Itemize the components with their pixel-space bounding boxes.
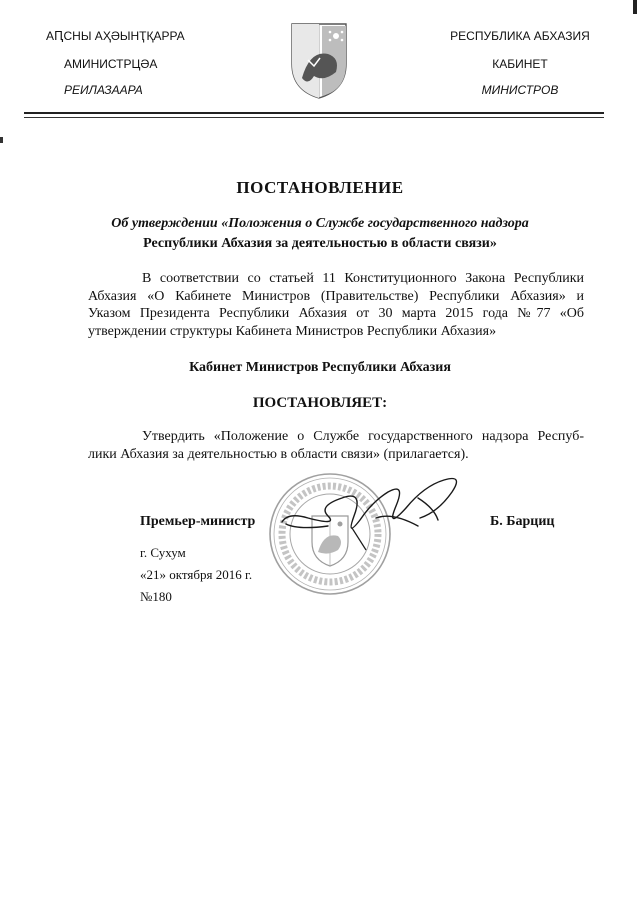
header-rule-thin bbox=[24, 117, 604, 118]
subject-italic-part: Об утверждении bbox=[111, 216, 218, 231]
date: «21» октября 2016 г. bbox=[140, 567, 253, 582]
resolution-line-2: лики Абхазия за деятельностью в области связи» (прилагается). bbox=[88, 446, 469, 462]
header-right-line-3: МИНИСТРОВ bbox=[481, 83, 559, 97]
document-title: ПОСТАНОВЛЕНИЕ bbox=[236, 178, 404, 197]
resolution-paragraph bbox=[88, 428, 584, 463]
header-left-line-3: РЕИЛАЗААРА bbox=[64, 83, 143, 97]
resolution-line-1: Утвердить «Положение о Службе государственного надзора Респуб- bbox=[142, 429, 584, 444]
header-right-line-2: КАБИНЕТ bbox=[492, 57, 548, 71]
signer-position: Премьер-министр bbox=[140, 514, 256, 529]
preamble-line-1: В соответствии со статьей 11 Конституционного Закона Республики bbox=[142, 271, 584, 286]
header-left-line-2: АМИНИСТРЦӘА bbox=[64, 57, 158, 71]
subject-line-2: Республики Абхазия за деятельностью в области связи» bbox=[143, 236, 497, 251]
place: г. Сухум bbox=[140, 545, 186, 560]
preamble-line-3: Указом Президента Республики Абхазия от 30 марта 2015 года №77 «Об bbox=[88, 306, 584, 321]
preamble-paragraph bbox=[88, 270, 584, 340]
subject-rest-line-1: «Положения о Службе государственного надзора bbox=[217, 216, 529, 231]
state-emblem-icon bbox=[284, 20, 354, 100]
document-number: №180 bbox=[140, 589, 172, 604]
subject-line-1 bbox=[100, 214, 540, 234]
preamble-line-4: утверждении структуры Кабинета Министров Республики Абхазия» bbox=[88, 323, 497, 339]
header-right-line-1: РЕСПУБЛИКА АБХАЗИЯ bbox=[450, 29, 590, 43]
handwritten-signature bbox=[268, 468, 488, 568]
document-subject bbox=[100, 214, 540, 254]
signer-name: Б. Барциц bbox=[490, 514, 555, 529]
header-left-line-1: АԤСНЫ АҲӘЫНҬҚАРРА bbox=[46, 29, 185, 43]
decree-word: ПОСТАНОВЛЯЕТ: bbox=[252, 395, 388, 411]
page-edge-mark bbox=[633, 0, 637, 14]
page-edge-dot bbox=[0, 137, 3, 143]
header-rule-thick bbox=[24, 112, 604, 114]
cabinet-statement: Кабинет Министров Республики Абхазия bbox=[189, 360, 451, 375]
preamble-line-2: Абхазия «О Кабинете Министров (Правительстве) Республики Абхазия» и bbox=[88, 288, 584, 304]
